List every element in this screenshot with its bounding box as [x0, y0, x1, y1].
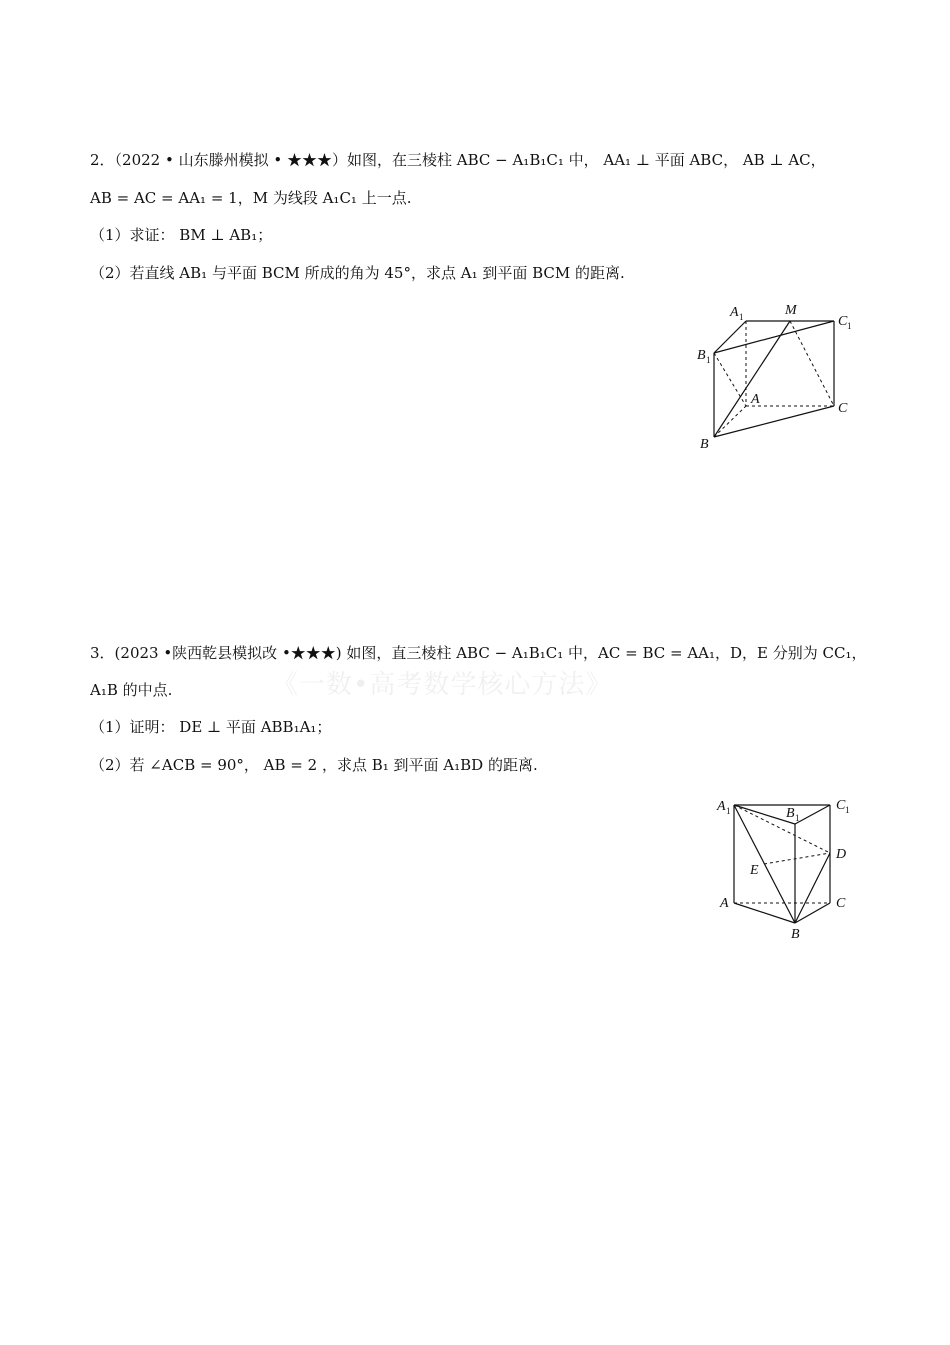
label-C1-sub: 1 [847, 321, 852, 331]
label-C1: C [836, 798, 846, 813]
problem-2-part2: （2）若直线 AB₁ 与平面 BCM 所成的角为 45°，求点 A₁ 到平面 BCM 的距离. [90, 264, 625, 282]
label-B: B [791, 927, 800, 942]
problem-2-part1: （1）求证： BM ⊥ AB₁； [90, 226, 273, 244]
problem-3-part1: （1）证明： DE ⊥ 平面 ABB₁A₁； [90, 718, 332, 736]
label-C: C [838, 401, 848, 416]
label-A1: A [717, 799, 726, 814]
label-C1-sub: 1 [845, 805, 850, 815]
label-A1-sub: 1 [739, 312, 744, 322]
problem-3-statement-line1: 3．(2023 •陕西乾县模拟改 •★★★) 如图，直三棱柱 ABC − A₁B₁C₁ 中，AC = BC = AA₁，D，E 分别为 CC₁， [90, 644, 867, 662]
label-B: B [700, 437, 709, 452]
label-A: A [720, 896, 729, 911]
label-A1: A [730, 305, 739, 320]
label-B1-sub: 1 [706, 355, 711, 365]
label-B1: B [697, 348, 706, 363]
label-B1-sub: 1 [795, 813, 800, 823]
label-A1-sub: 1 [726, 806, 731, 816]
problem-2-statement-line2: AB = AC = AA₁ = 1，M 为线段 A₁C₁ 上一点. [90, 189, 412, 207]
problem-3-statement-line2: A₁B 的中点. [90, 681, 173, 699]
problem-2-statement-line1: 2．（2022 • 山东滕州模拟 • ★★★）如图，在三棱柱 ABC − A₁B₁C₁ 中， AA₁ ⊥ 平面 ABC， AB ⊥ AC， [90, 151, 826, 169]
label-B1: B [786, 806, 795, 821]
problem-2-prism-figure [690, 296, 870, 461]
watermark-text: 《一数•高考数学核心方法》 [272, 670, 613, 700]
problem-3-part2: （2）若 ∠ACB = 90°， AB = 2 ，求点 B₁ 到平面 A₁BD 的距离. [90, 756, 538, 774]
label-C: C [836, 896, 846, 911]
label-A: A [751, 392, 760, 407]
label-M: M [785, 303, 797, 318]
label-C1: C [838, 314, 848, 329]
label-E: E [750, 863, 759, 878]
problem-3-prism-figure [710, 790, 870, 945]
label-D: D [836, 847, 847, 862]
